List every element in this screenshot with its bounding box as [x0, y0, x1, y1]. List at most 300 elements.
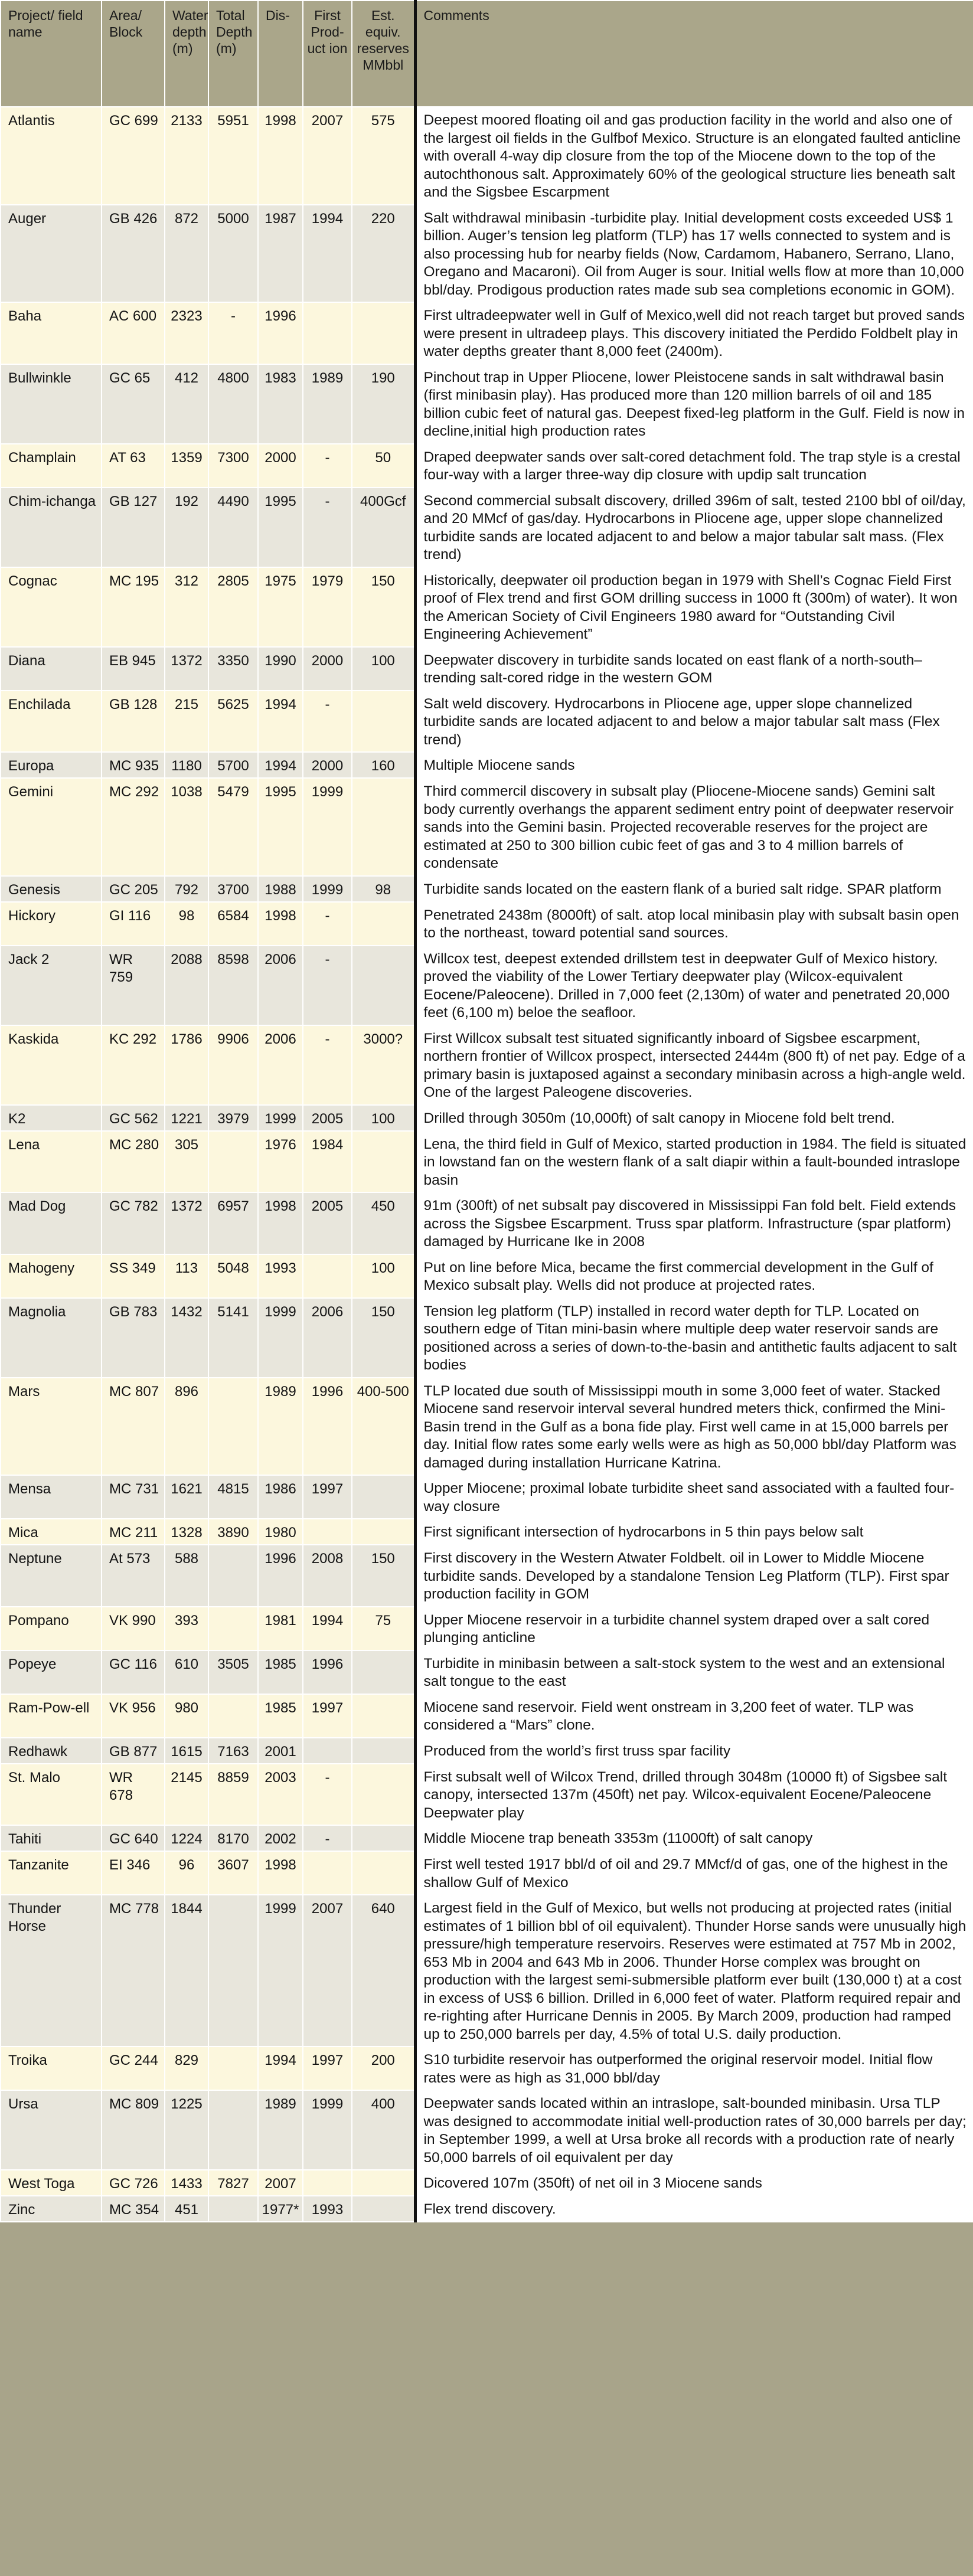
cell-water-depth: 215 — [165, 691, 208, 753]
header-total-depth: Total Depth (m) — [208, 1, 258, 107]
cell-comments: 91m (300ft) of net subsalt pay discovered in Mississippi Fan fold belt. Field extends across the Sigsbee Escarpment. Truss spar platform. Infrastructure (spar platform) damaged by Hurricane Ike in 2008 — [415, 1192, 973, 1254]
cell-comments: Third commercil discovery in subsalt play (Pliocene-Miocene sands) Gemini salt body currently overhangs the apparent sediment entry point of deepwater reservoir sands into the Gemini basin. Projected recoverable reserves for the project are estimated at 250 to 300 billion cubic feet of gas and 3 to 4 million barrels of condensate — [415, 778, 973, 876]
table-row — [1, 567, 973, 647]
cell-project-name: Pompano — [1, 1607, 102, 1650]
cell-first-production: 1996 — [303, 1650, 352, 1694]
cell-total-depth: 5625 — [208, 691, 258, 753]
cell-first-production: 2000 — [303, 647, 352, 691]
table-row — [1, 1650, 973, 1694]
table-row — [1, 2047, 973, 2090]
header-water-depth: Water depth (m) — [165, 1, 208, 107]
cell-total-depth: 5141 — [208, 1298, 258, 1378]
cell-reserves — [352, 1131, 415, 1193]
cell-reserves — [352, 691, 415, 753]
cell-area-block: VK 956 — [102, 1694, 165, 1738]
cell-discovery-year: 1995 — [258, 488, 303, 567]
cell-discovery-year: 1988 — [258, 876, 303, 902]
table-row — [1, 1519, 973, 1545]
cell-water-depth: 1221 — [165, 1105, 208, 1131]
cell-water-depth: 96 — [165, 1851, 208, 1895]
cell-discovery-year: 2000 — [258, 444, 303, 488]
cell-water-depth: 1225 — [165, 2090, 208, 2170]
cell-total-depth: 8170 — [208, 1825, 258, 1851]
cell-water-depth: 312 — [165, 567, 208, 647]
cell-discovery-year: 2002 — [258, 1825, 303, 1851]
cell-comments: Salt weld discovery. Hydrocarbons in Pliocene age, upper slope channelized turbidite sands are located adjacent to and below a major tabular salt mass (Flex trend) — [415, 691, 973, 753]
cell-reserves — [352, 1851, 415, 1895]
cell-area-block: WR 678 — [102, 1764, 165, 1826]
table-row — [1, 364, 973, 444]
cell-area-block: AT 63 — [102, 444, 165, 488]
cell-project-name: Champlain — [1, 444, 102, 488]
cell-area-block: EB 945 — [102, 647, 165, 691]
cell-first-production: 2006 — [303, 1298, 352, 1378]
cell-discovery-year: 1998 — [258, 1851, 303, 1895]
cell-reserves: 200 — [352, 2047, 415, 2090]
cell-water-depth: 412 — [165, 364, 208, 444]
cell-reserves: 160 — [352, 752, 415, 778]
table-row — [1, 1694, 973, 1738]
table-row — [1, 1192, 973, 1254]
cell-water-depth: 393 — [165, 1607, 208, 1650]
cell-project-name: Tahiti — [1, 1825, 102, 1851]
cell-area-block: EI 346 — [102, 1851, 165, 1895]
cell-area-block: GI 116 — [102, 902, 165, 946]
cell-comments: TLP located due south of Mississippi mouth in some 3,000 feet of water. Stacked Miocene sand reservoir interval several hundred meters thick, confirmed the Mini-Basin trend in the Gulf as a bona fide play. First well came in at 15,000 barrels per day. Initial flow rates some early wells were as high as 50,000 bbl/day Platform was damaged during installation Hurricane Katrina. — [415, 1378, 973, 1476]
table-row — [1, 876, 973, 902]
cell-discovery-year: 1994 — [258, 691, 303, 753]
cell-reserves: 100 — [352, 1254, 415, 1298]
cell-comments: Middle Miocene trap beneath 3353m (11000ft) of salt canopy — [415, 1825, 973, 1851]
cell-first-production: 1996 — [303, 1378, 352, 1476]
cell-first-production: 1994 — [303, 205, 352, 303]
cell-discovery-year: 1981 — [258, 1607, 303, 1650]
cell-project-name: Hickory — [1, 902, 102, 946]
cell-water-depth: 1180 — [165, 752, 208, 778]
cell-water-depth: 1615 — [165, 1738, 208, 1764]
cell-project-name: Baha — [1, 302, 102, 364]
cell-first-production: 1999 — [303, 778, 352, 876]
cell-water-depth: 98 — [165, 902, 208, 946]
cell-total-depth: 9906 — [208, 1025, 258, 1105]
cell-total-depth: 4800 — [208, 364, 258, 444]
cell-first-production: 1997 — [303, 1694, 352, 1738]
cell-discovery-year: 1980 — [258, 1519, 303, 1545]
table-row — [1, 2090, 973, 2170]
cell-total-depth — [208, 2196, 258, 2222]
table-row — [1, 778, 973, 876]
cell-total-depth — [208, 1131, 258, 1193]
cell-area-block: GC 244 — [102, 2047, 165, 2090]
cell-discovery-year: 2001 — [258, 1738, 303, 1764]
cell-area-block: MC 280 — [102, 1131, 165, 1193]
cell-discovery-year: 1989 — [258, 2090, 303, 2170]
cell-comments: Turbidite sands located on the eastern flank of a buried salt ridge. SPAR platform — [415, 876, 973, 902]
cell-total-depth: 4815 — [208, 1475, 258, 1519]
cell-discovery-year: 2006 — [258, 1025, 303, 1105]
cell-water-depth: 1038 — [165, 778, 208, 876]
table-row — [1, 1545, 973, 1607]
cell-comments: Deepest moored floating oil and gas production facility in the world and also one of the largest oil fields in the Gulfbof Mexico. Structure is an elongated faulted anticline with overall 4-way dip closure from the top of the Miocene down to the top of the autochthonous salt. Approximately 60% of the geological structure lies beneath salt and the Sigsbee Escarpment — [415, 107, 973, 205]
table-row — [1, 1851, 973, 1895]
cell-total-depth — [208, 2047, 258, 2090]
cell-project-name: Redhawk — [1, 1738, 102, 1764]
cell-discovery-year: 2006 — [258, 946, 303, 1025]
cell-first-production: - — [303, 946, 352, 1025]
cell-area-block: SS 349 — [102, 1254, 165, 1298]
cell-first-production: - — [303, 488, 352, 567]
cell-area-block: MC 809 — [102, 2090, 165, 2170]
cell-reserves: 640 — [352, 1895, 415, 2047]
table-row — [1, 1738, 973, 1764]
cell-reserves — [352, 1738, 415, 1764]
cell-water-depth: 2145 — [165, 1764, 208, 1826]
cell-area-block: WR 759 — [102, 946, 165, 1025]
cell-total-depth: 2805 — [208, 567, 258, 647]
cell-area-block: GC 699 — [102, 107, 165, 205]
cell-total-depth: 5479 — [208, 778, 258, 876]
cell-comments: Upper Miocene reservoir in a turbidite channel system draped over a salt cored plunging anticline — [415, 1607, 973, 1650]
cell-total-depth — [208, 1378, 258, 1476]
cell-water-depth: 2323 — [165, 302, 208, 364]
cell-discovery-year: 1994 — [258, 752, 303, 778]
cell-discovery-year: 2003 — [258, 1764, 303, 1826]
cell-reserves — [352, 1475, 415, 1519]
cell-project-name: Ram-Pow-ell — [1, 1694, 102, 1738]
table-row — [1, 205, 973, 303]
cell-water-depth: 1621 — [165, 1475, 208, 1519]
table-row — [1, 946, 973, 1025]
cell-first-production: 1989 — [303, 364, 352, 444]
cell-first-production — [303, 302, 352, 364]
cell-water-depth: 1372 — [165, 1192, 208, 1254]
cell-reserves: 150 — [352, 567, 415, 647]
cell-total-depth: 3505 — [208, 1650, 258, 1694]
cell-water-depth: 872 — [165, 205, 208, 303]
cell-area-block: GB 877 — [102, 1738, 165, 1764]
cell-total-depth: 5048 — [208, 1254, 258, 1298]
cell-discovery-year: 1996 — [258, 302, 303, 364]
cell-first-production: - — [303, 444, 352, 488]
cell-area-block: MC 731 — [102, 1475, 165, 1519]
cell-comments: Deepwater sands located within an intraslope, salt-bounded minibasin. Ursa TLP was designed to accommodate initial well-production rates of 30,000 barrels per day; in September 1999, a well at Ursa broke all records with a production rate of nearly 50,000 barrels of oil equivalent per day — [415, 2090, 973, 2170]
cell-total-depth — [208, 1895, 258, 2047]
cell-water-depth: 1844 — [165, 1895, 208, 2047]
header-row — [1, 1, 973, 107]
table-row — [1, 107, 973, 205]
cell-discovery-year: 1995 — [258, 778, 303, 876]
cell-comments: Salt withdrawal minibasin -turbidite play. Initial development costs exceeded US$ 1 billion. Auger’s tension leg platform (TLP) has 17 wells connected to system and is also processing hub for nearby fields (Now, Cardamom, Habanero, Serrano, Llano, Oregano and Macaroni). Oil from Auger is sour. Initial wells flow at more than 10,000 bbl/day. Prodigous production rates made sub sea completions economic in GOM). — [415, 205, 973, 303]
cell-area-block: KC 292 — [102, 1025, 165, 1105]
cell-total-depth: 3890 — [208, 1519, 258, 1545]
cell-total-depth: 5951 — [208, 107, 258, 205]
cell-water-depth: 113 — [165, 1254, 208, 1298]
table-row — [1, 1378, 973, 1476]
cell-project-name: Enchilada — [1, 691, 102, 753]
cell-project-name: Genesis — [1, 876, 102, 902]
cell-reserves — [352, 2196, 415, 2222]
cell-first-production: 1994 — [303, 1607, 352, 1650]
table-row — [1, 302, 973, 364]
cell-water-depth: 588 — [165, 1545, 208, 1607]
cell-first-production: 1997 — [303, 1475, 352, 1519]
cell-reserves — [352, 1694, 415, 1738]
cell-reserves: 400 — [352, 2090, 415, 2170]
cell-project-name: Mahogeny — [1, 1254, 102, 1298]
cell-first-production: - — [303, 1825, 352, 1851]
cell-project-name: Gemini — [1, 778, 102, 876]
header-first-production: First Prod- uct ion — [303, 1, 352, 107]
cell-project-name: Mad Dog — [1, 1192, 102, 1254]
cell-water-depth: 451 — [165, 2196, 208, 2222]
cell-discovery-year: 1983 — [258, 364, 303, 444]
cell-total-depth — [208, 1607, 258, 1650]
cell-project-name: St. Malo — [1, 1764, 102, 1826]
cell-area-block: GC 726 — [102, 2170, 165, 2196]
table-row — [1, 647, 973, 691]
cell-comments: First subsalt well of Wilcox Trend, drilled through 3048m (10000 ft) of Sigsbee salt canopy, intersected 137m (450ft) net pay. Wilcox-equivalent Eocene/Paleocene Deepwater play — [415, 1764, 973, 1826]
cell-project-name: Mica — [1, 1519, 102, 1545]
cell-area-block: VK 990 — [102, 1607, 165, 1650]
cell-area-block: GC 562 — [102, 1105, 165, 1131]
cell-project-name: K2 — [1, 1105, 102, 1131]
cell-area-block: MC 354 — [102, 2196, 165, 2222]
cell-area-block: AC 600 — [102, 302, 165, 364]
cell-first-production: 1979 — [303, 567, 352, 647]
cell-reserves — [352, 1825, 415, 1851]
cell-comments: First discovery in the Western Atwater Foldbelt. oil in Lower to Middle Miocene turbidite sands. Developed by a standalone Tension Leg Platform (TLP). First spar production facility in GOM — [415, 1545, 973, 1607]
cell-first-production: - — [303, 1764, 352, 1826]
cell-discovery-year: 1975 — [258, 567, 303, 647]
cell-comments: Tension leg platform (TLP) installed in record water depth for TLP. Located on southern edge of Titan mini-basin where multiple deep water reservoir sands are positioned across a series of down-to-the-basin and antithetic faults adjacent to salt bodies — [415, 1298, 973, 1378]
cell-comments: Largest field in the Gulf of Mexico, but wells not producing at projected rates (initial estimates of 1 billion bbl of oil equivalent). Thunder Horse sands were unusually high pressure/high temperature reservoirs. Reserves were estimated at 757 Mb in 2002, 653 Mb in 2004 and 643 Mb in 2006. Thunder Horse complex was brought on production with the largest semi-submersible platform ever built (130,000 t) at a cost in excess of US$ 6 billion. Drilled in 6,000 feet of water. Platform required repair and re-righting after Hurricane Dennis in 2005. By March 2009, production had ramped up to 250,000 barrels per day, 4.5% of total U.S. daily production. — [415, 1895, 973, 2047]
cell-reserves: 575 — [352, 107, 415, 205]
cell-project-name: Magnolia — [1, 1298, 102, 1378]
cell-reserves — [352, 946, 415, 1025]
cell-discovery-year: 1993 — [258, 1254, 303, 1298]
cell-first-production: 1999 — [303, 2090, 352, 2170]
cell-total-depth: 8598 — [208, 946, 258, 1025]
cell-reserves — [352, 902, 415, 946]
table-row — [1, 444, 973, 488]
cell-area-block: At 573 — [102, 1545, 165, 1607]
table-row — [1, 488, 973, 567]
cell-comments: Dicovered 107m (350ft) of net oil in 3 Miocene sands — [415, 2170, 973, 2196]
cell-reserves: 400-500 — [352, 1378, 415, 1476]
cell-reserves: 100 — [352, 647, 415, 691]
cell-first-production: 2005 — [303, 1105, 352, 1131]
cell-water-depth: 896 — [165, 1378, 208, 1476]
cell-area-block: GB 783 — [102, 1298, 165, 1378]
cell-discovery-year: 1998 — [258, 1192, 303, 1254]
cell-total-depth: 6957 — [208, 1192, 258, 1254]
cell-comments: Produced from the world’s first truss spar facility — [415, 1738, 973, 1764]
cell-first-production: 2007 — [303, 107, 352, 205]
cell-first-production: 1993 — [303, 2196, 352, 2222]
cell-total-depth — [208, 1545, 258, 1607]
cell-first-production — [303, 1851, 352, 1895]
cell-total-depth: 3979 — [208, 1105, 258, 1131]
cell-reserves — [352, 1764, 415, 1826]
cell-project-name: Mensa — [1, 1475, 102, 1519]
cell-project-name: Bullwinkle — [1, 364, 102, 444]
cell-project-name: West Toga — [1, 2170, 102, 2196]
cell-water-depth: 980 — [165, 1694, 208, 1738]
header-project: Project/ field name — [1, 1, 102, 107]
cell-comments: Turbidite in minibasin between a salt-stock system to the west and an extensional salt tongue to the east — [415, 1650, 973, 1694]
cell-discovery-year: 1985 — [258, 1694, 303, 1738]
cell-first-production — [303, 2170, 352, 2196]
cell-comments: First ultradeepwater well in Gulf of Mexico,well did not reach target but proved sands were present in ultradeep plays. This discovery initiated the Perdido Foldbelt play in water depths greater thant 8,000 feet (2400m). — [415, 302, 973, 364]
cell-project-name: Chim-ichanga — [1, 488, 102, 567]
cell-discovery-year: 1986 — [258, 1475, 303, 1519]
cell-area-block: GB 426 — [102, 205, 165, 303]
cell-reserves: 150 — [352, 1545, 415, 1607]
cell-discovery-year: 1999 — [258, 1895, 303, 2047]
table-row — [1, 2170, 973, 2196]
cell-total-depth: 7163 — [208, 1738, 258, 1764]
cell-project-name: Thunder Horse — [1, 1895, 102, 2047]
cell-project-name: Ursa — [1, 2090, 102, 2170]
cell-area-block: MC 807 — [102, 1378, 165, 1476]
cell-discovery-year: 1977* — [258, 2196, 303, 2222]
cell-discovery-year: 2007 — [258, 2170, 303, 2196]
cell-reserves — [352, 778, 415, 876]
cell-total-depth: 5700 — [208, 752, 258, 778]
cell-comments: Willcox test, deepest extended drillstem test in deepwater Gulf of Mexico history. proved the viability of the Lower Tertiary deepwater play (Wilcox-equivalent Eocene/Paleocene). Drilled in 7,000 feet (2,130m) of water and penetrated 20,000 feet (6,100 m) beloe the seafloor. — [415, 946, 973, 1025]
cell-project-name: Cognac — [1, 567, 102, 647]
cell-first-production: 1997 — [303, 2047, 352, 2090]
cell-comments: Lena, the third field in Gulf of Mexico, started production in 1984. The field is situated in lowstand fan on the western flank of a salt diapir within a fault-bounded intraslope basin — [415, 1131, 973, 1193]
cell-water-depth: 2088 — [165, 946, 208, 1025]
cell-comments: Draped deepwater sands over salt-cored detachment fold. The trap style is a crestal four-way with a larger three-way dip closure with updip salt truncation — [415, 444, 973, 488]
cell-first-production — [303, 1519, 352, 1545]
cell-area-block: GC 65 — [102, 364, 165, 444]
cell-water-depth: 1224 — [165, 1825, 208, 1851]
table-row — [1, 1895, 973, 2047]
table-row — [1, 1825, 973, 1851]
table-row — [1, 1475, 973, 1519]
cell-reserves: 100 — [352, 1105, 415, 1131]
header-reserves: Est. equiv. reserves MMbbl — [352, 1, 415, 107]
cell-area-block: GC 640 — [102, 1825, 165, 1851]
cell-discovery-year: 1999 — [258, 1298, 303, 1378]
cell-discovery-year: 1976 — [258, 1131, 303, 1193]
cell-comments: Second commercial subsalt discovery, drilled 396m of salt, tested 2100 bbl of oil/day, and 20 MMcf of gas/day. Hydrocarbons in Pliocene age, upper slope channelized turbidite sands are located adjacent to and below a major tabular salt mass. (Flex trend) — [415, 488, 973, 567]
cell-water-depth: 1433 — [165, 2170, 208, 2196]
cell-water-depth: 1328 — [165, 1519, 208, 1545]
cell-discovery-year: 1999 — [258, 1105, 303, 1131]
cell-first-production — [303, 1738, 352, 1764]
cell-reserves: 3000? — [352, 1025, 415, 1105]
cell-water-depth: 1359 — [165, 444, 208, 488]
cell-project-name: Zinc — [1, 2196, 102, 2222]
cell-comments: Miocene sand reservoir. Field went onstream in 3,200 feet of water. TLP was considered a “Mars” clone. — [415, 1694, 973, 1738]
cell-reserves: 98 — [352, 876, 415, 902]
cell-discovery-year: 1998 — [258, 902, 303, 946]
cell-water-depth: 305 — [165, 1131, 208, 1193]
cell-water-depth: 792 — [165, 876, 208, 902]
cell-discovery-year: 1990 — [258, 647, 303, 691]
cell-project-name: Kaskida — [1, 1025, 102, 1105]
cell-reserves: 75 — [352, 1607, 415, 1650]
header-area-block: Area/ Block — [102, 1, 165, 107]
cell-water-depth: 829 — [165, 2047, 208, 2090]
cell-project-name: Neptune — [1, 1545, 102, 1607]
cell-first-production: 1984 — [303, 1131, 352, 1193]
cell-first-production: - — [303, 902, 352, 946]
table-body — [1, 107, 973, 2222]
table-row — [1, 1254, 973, 1298]
cell-project-name: Lena — [1, 1131, 102, 1193]
cell-comments: Penetrated 2438m (8000ft) of salt. atop local minibasin play with subsalt basin open to the northeast, toward potential sand sources. — [415, 902, 973, 946]
cell-discovery-year: 1989 — [258, 1378, 303, 1476]
table-row — [1, 1607, 973, 1650]
cell-first-production: 2000 — [303, 752, 352, 778]
cell-total-depth: 4490 — [208, 488, 258, 567]
cell-water-depth: 610 — [165, 1650, 208, 1694]
cell-project-name: Atlantis — [1, 107, 102, 205]
cell-project-name: Mars — [1, 1378, 102, 1476]
cell-discovery-year: 1994 — [258, 2047, 303, 2090]
cell-project-name: Tanzanite — [1, 1851, 102, 1895]
table-row — [1, 691, 973, 753]
cell-area-block: GC 782 — [102, 1192, 165, 1254]
cell-total-depth: 7827 — [208, 2170, 258, 2196]
cell-total-depth: 6584 — [208, 902, 258, 946]
cell-total-depth: 5000 — [208, 205, 258, 303]
cell-first-production: 2005 — [303, 1192, 352, 1254]
cell-reserves: 150 — [352, 1298, 415, 1378]
cell-total-depth: 3350 — [208, 647, 258, 691]
cell-reserves — [352, 302, 415, 364]
cell-reserves: 50 — [352, 444, 415, 488]
cell-total-depth: 3700 — [208, 876, 258, 902]
table-row — [1, 1105, 973, 1131]
cell-project-name: Troika — [1, 2047, 102, 2090]
cell-comments: Drilled through 3050m (10,000ft) of salt canopy in Miocene fold belt trend. — [415, 1105, 973, 1131]
cell-discovery-year: 1987 — [258, 205, 303, 303]
table-row — [1, 1764, 973, 1826]
header-comments: Comments — [415, 1, 973, 107]
cell-area-block: MC 935 — [102, 752, 165, 778]
cell-area-block: MC 292 — [102, 778, 165, 876]
cell-discovery-year: 1998 — [258, 107, 303, 205]
cell-reserves — [352, 1650, 415, 1694]
cell-first-production: 1999 — [303, 876, 352, 902]
table-row — [1, 1298, 973, 1378]
cell-area-block: GB 128 — [102, 691, 165, 753]
table-row — [1, 902, 973, 946]
cell-area-block: GC 116 — [102, 1650, 165, 1694]
cell-comments: Deepwater discovery in turbidite sands located on east flank of a north-south–trending salt-cored ridge in the western GOM — [415, 647, 973, 691]
cell-reserves: 450 — [352, 1192, 415, 1254]
table-row — [1, 1131, 973, 1193]
cell-discovery-year: 1996 — [258, 1545, 303, 1607]
cell-total-depth: 7300 — [208, 444, 258, 488]
cell-water-depth: 1432 — [165, 1298, 208, 1378]
cell-comments: Pinchout trap in Upper Pliocene, lower Pleistocene sands in salt withdrawal basin (first minibasin play). Has produced more than 120 million barrels of oil and 185 billion cubic feet of natural gas. Deepest fixed-leg platform in the Gulf. Field is now in decline,initial high production rates — [415, 364, 973, 444]
cell-comments: Put on line before Mica, became the first commercial development in the Gulf of Mexico subsalt play. Wells did not produce at projected rates. — [415, 1254, 973, 1298]
cell-area-block: GC 205 — [102, 876, 165, 902]
cell-reserves: 220 — [352, 205, 415, 303]
cell-project-name: Jack 2 — [1, 946, 102, 1025]
cell-comments: Upper Miocene; proximal lobate turbidite sheet sand associated with a faulted four-way closure — [415, 1475, 973, 1519]
cell-first-production: - — [303, 691, 352, 753]
table-row — [1, 752, 973, 778]
cell-total-depth — [208, 2090, 258, 2170]
cell-total-depth: - — [208, 302, 258, 364]
